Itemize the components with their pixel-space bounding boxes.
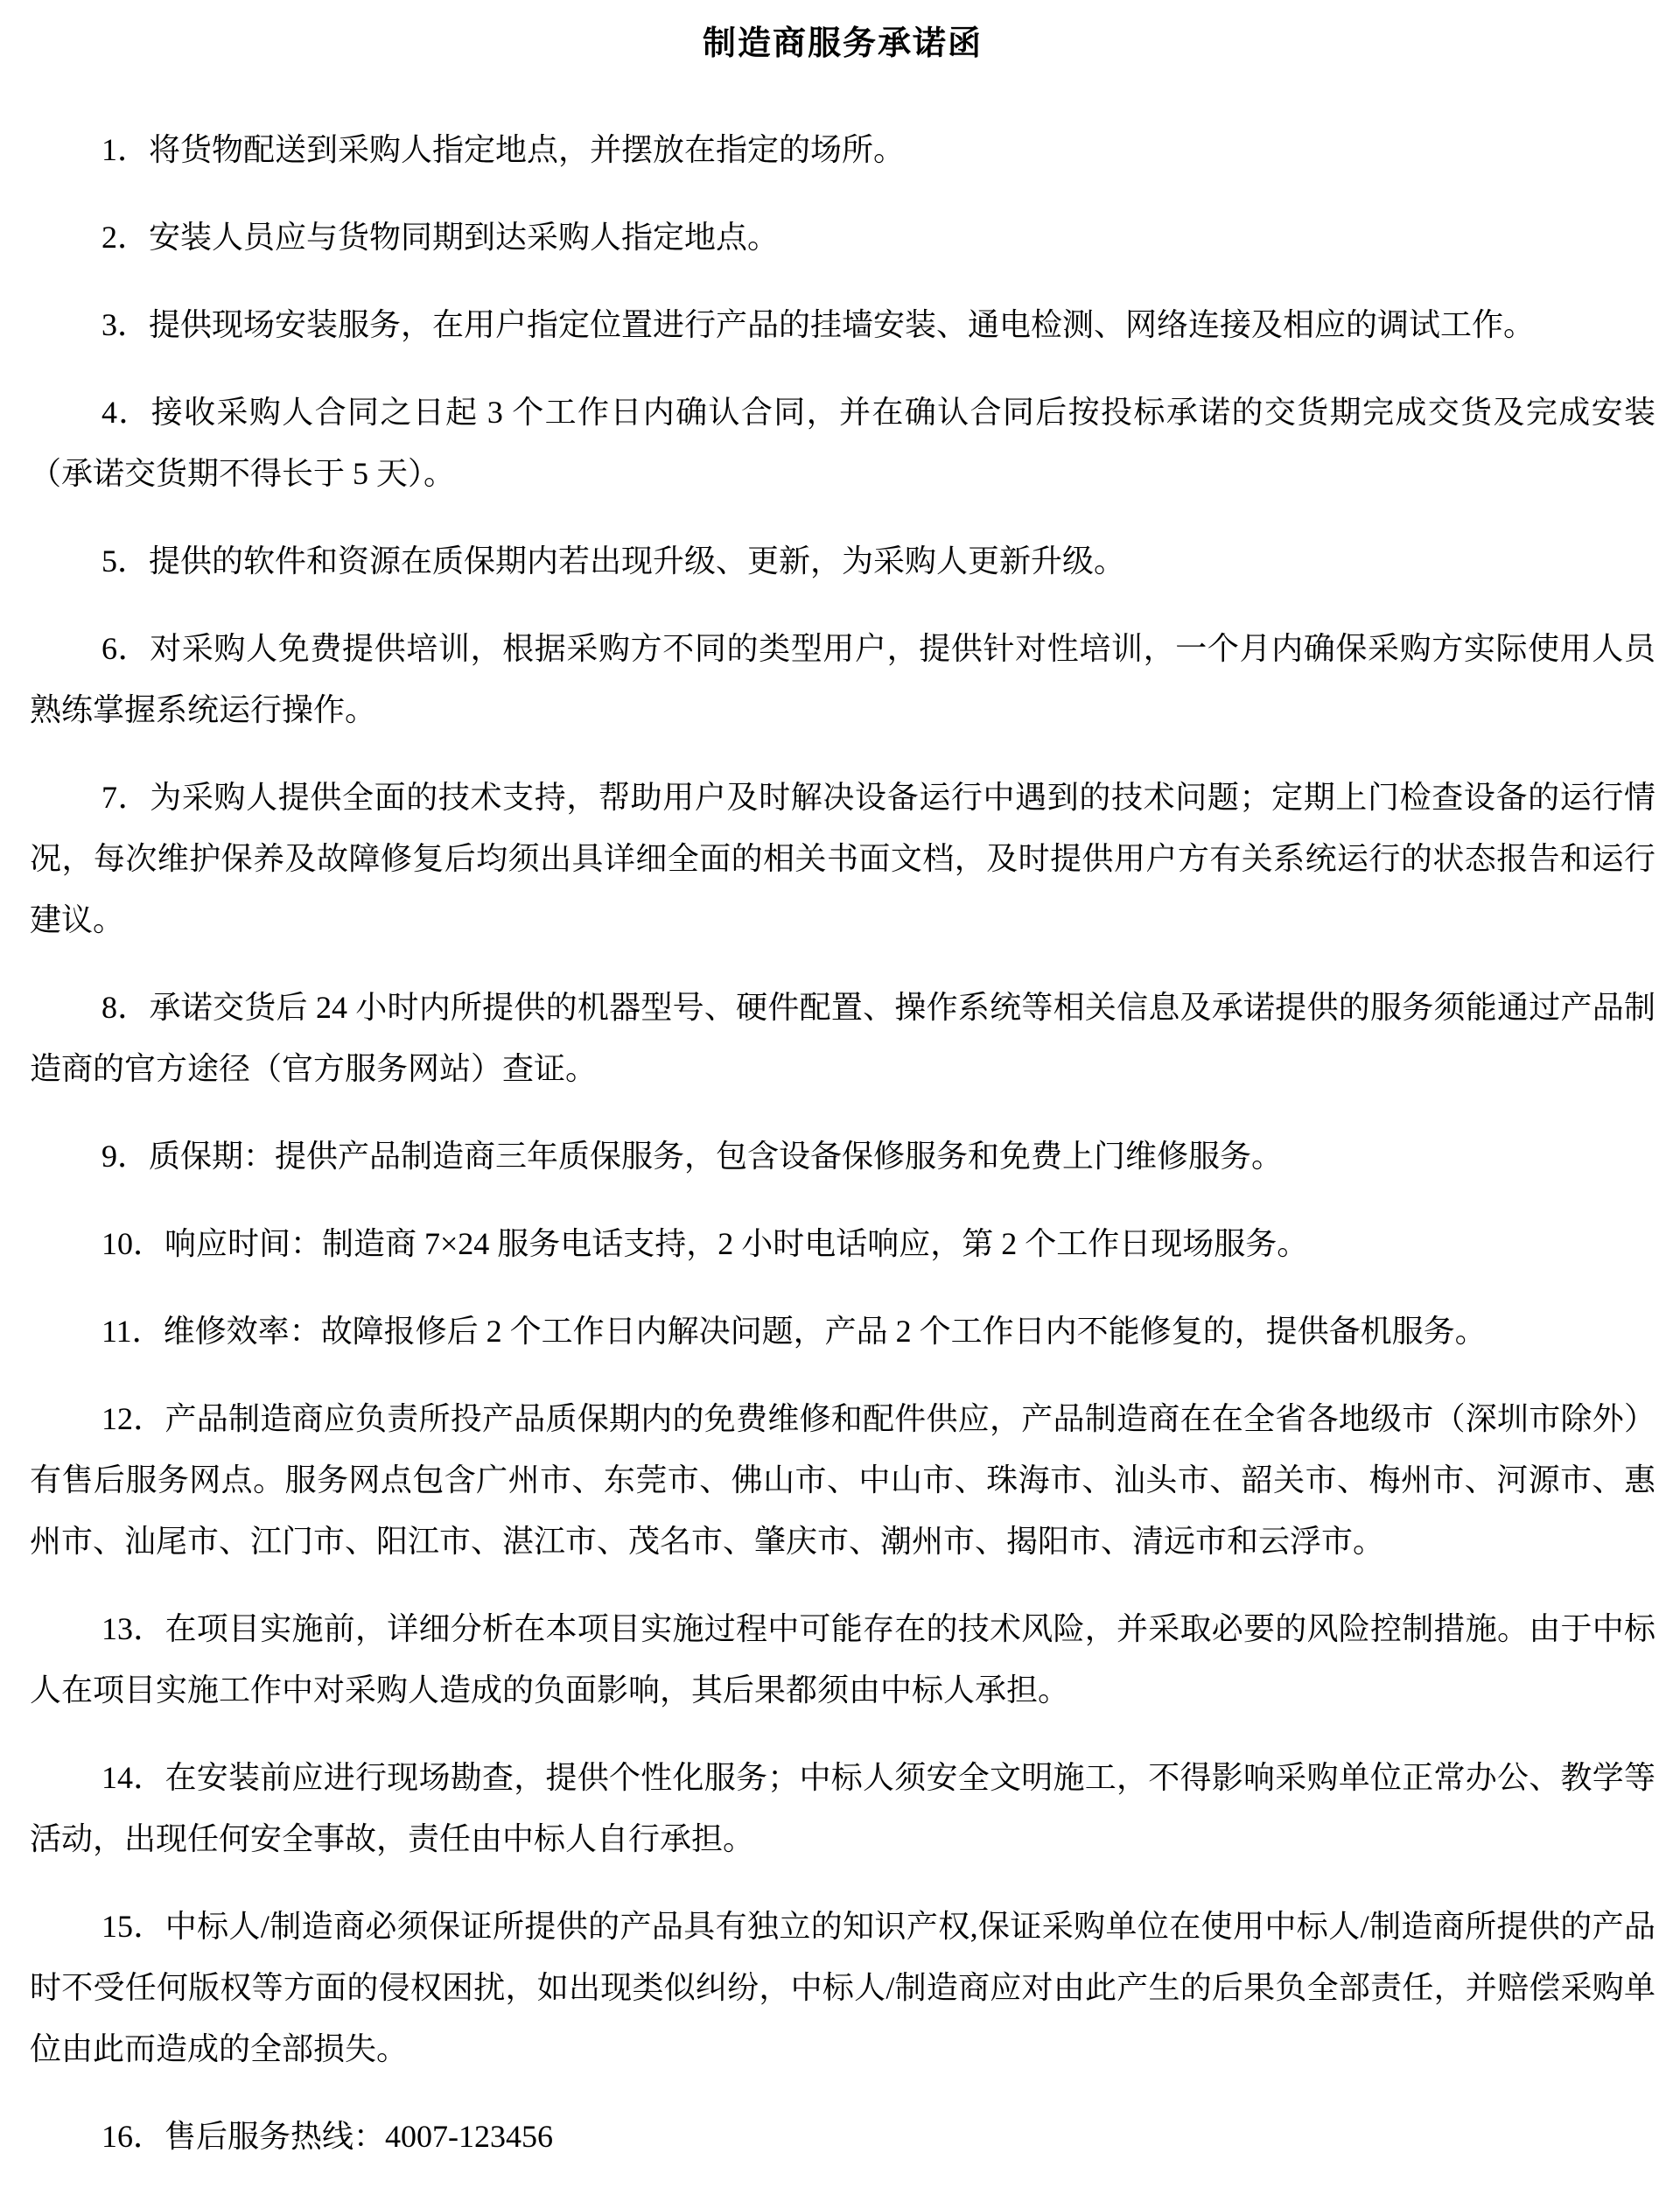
service-item-14: 14．在安装前应进行现场勘查，提供个性化服务；中标人须安全文明施工，不得影响采购单位正常办公、教学等活动，出现任何安全事故，责任由中标人自行承担。 (30, 1760, 1656, 1856)
service-item-8: 8．承诺交货后 24 小时内所提供的机器型号、硬件配置、操作系统等相关信息及承诺提供的服务须能通过产品制造商的官方途径（官方服务网站）查证。 (30, 990, 1656, 1086)
service-item-16-hotline: 16．售后服务热线：4007-123456 (102, 2119, 553, 2154)
service-item-3: 3．提供现场安装服务，在用户指定位置进行产品的挂墙安装、通电检测、网络连接及相应的调试工作。 (102, 307, 1536, 342)
service-item-11: 11．维修效率：故障报修后 2 个工作日内解决问题，产品 2 个工作日内不能修复的，提供备机服务。 (102, 1314, 1487, 1349)
service-item-6: 6．对采购人免费提供培训，根据采购方不同的类型用户，提供针对性培训，一个月内确保采购方实际使用人员熟练掌握系统运行操作。 (30, 631, 1656, 727)
service-item-7: 7．为采购人提供全面的技术支持，帮助用户及时解决设备运行中遇到的技术问题；定期上门检查设备的运行情况，每次维护保养及故障修复后均须出具详细全面的相关书面文档，及时提供用户方有关系统运行的状态报告和运行建议。 (30, 780, 1656, 937)
service-item-15: 15．中标人/制造商必须保证所提供的产品具有独立的知识产权,保证采购单位在使用中标人/制造商所提供的产品时不受任何版权等方面的侵权困扰，如出现类似纠纷，中标人/制造商应对由此产生的后果负全部责任，并赔偿采购单位由此而造成的全部损失。 (30, 1909, 1656, 2066)
document-title: 制造商服务承诺函 (702, 25, 983, 62)
document-body (30, 119, 1656, 2167)
service-item-12: 12．产品制造商应负责所投产品质保期内的免费维修和配件供应，产品制造商在在全省各地级市（深圳市除外）有售后服务网点。服务网点包含广州市、东莞市、佛山市、中山市、珠海市、汕头市、韶关市、梅州市、河源市、惠州市、汕尾市、江门市、阳江市、湛江市、茂名市、肇庆市、潮州市、揭阳市、清远市和云浮市。 (30, 1401, 1656, 1559)
service-item-9: 9．质保期：提供产品制造商三年质保服务，包含设备保修服务和免费上门维修服务。 (102, 1139, 1284, 1174)
service-item-2: 2．安装人员应与货物同期到达采购人指定地点。 (102, 220, 780, 255)
service-item-4: 4．接收采购人合同之日起 3 个工作日内确认合同，并在确认合同后按投标承诺的交货期完成交货及完成安装（承诺交货期不得长于 5 天）。 (30, 395, 1656, 491)
service-item-13: 13．在项目实施前，详细分析在本项目实施过程中可能存在的技术风险，并采取必要的风险控制措施。由于中标人在项目实施工作中对采购人造成的负面影响，其后果都须由中标人承担。 (30, 1611, 1656, 1708)
service-item-1: 1．将货物配送到采购人指定地点，并摆放在指定的场所。 (102, 132, 906, 167)
service-item-10: 10．响应时间：制造商 7×24 服务电话支持，2 小时电话响应，第 2 个工作日现场服务。 (102, 1226, 1309, 1261)
service-item-5: 5．提供的软件和资源在质保期内若出现升级、更新，为采购人更新升级。 (102, 543, 1126, 579)
